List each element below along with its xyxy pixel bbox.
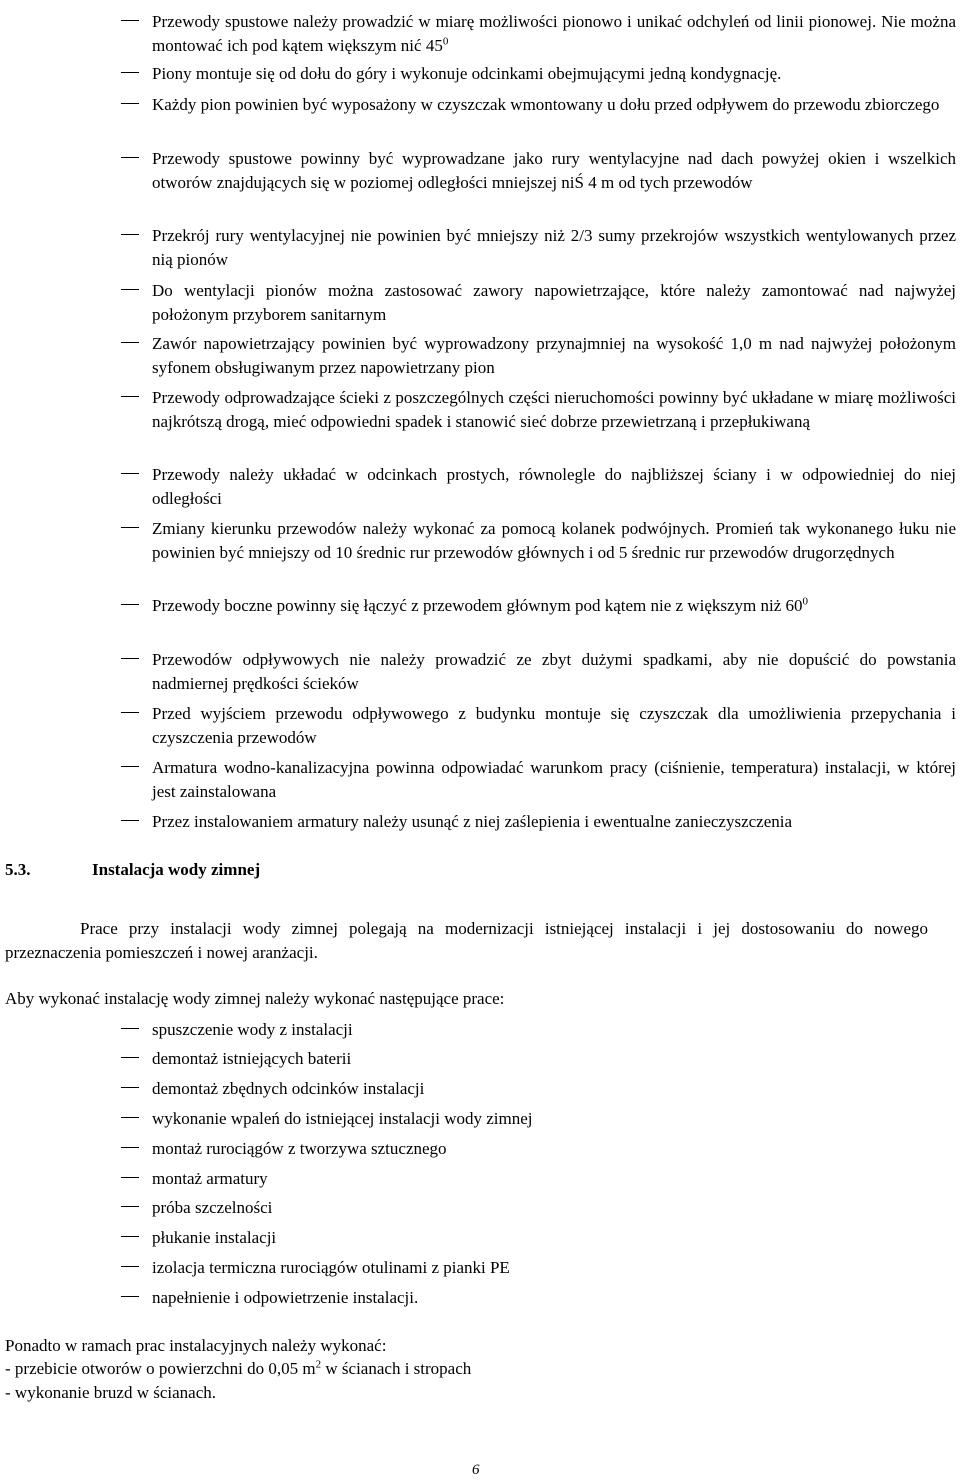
list-item: demontaż zbędnych odcinków instalacji	[152, 1077, 424, 1101]
list-item: montaż rurociągów z tworzywa sztucznego	[152, 1137, 447, 1161]
list-item: Armatura wodno-kanalizacyjna powinna odpowiadać warunkom pracy (ciśnienie, temperatura) instalacji, w której jest zainstalowana	[152, 756, 956, 803]
list-item: Przed wyjściem przewodu odpływowego z budynku montuje się czyszczak dla umożliwienia przepychania i czyszczenia przewodów	[152, 702, 956, 749]
list-item: Przewody spustowe należy prowadzić w miarę możliwości pionowo i unikać odchyleń od linii pionowej. Nie można montować ich pod kątem większym nić $45^0$	[152, 10, 956, 57]
list-item: Zawór napowietrzający powinien być wyprowadzony przynajmniej na wysokość 1,0 m nad najwyżej położonym syfonem obsługiwanym przez napowietrzany pion	[152, 332, 956, 379]
dash-bullet	[121, 396, 139, 397]
dash-bullet	[121, 658, 139, 659]
dash-bullet	[121, 289, 139, 290]
list-item: Przewody boczne powinny się łączyć z przewodem głównym pod kątem nie z większym niż $60^0$	[152, 594, 956, 618]
list-item: Przewody należy układać w odcinkach prostych, równolegle do najbliższej ściany i w odpowiedniej do niej odległości	[152, 463, 956, 510]
dash-bullet	[121, 1236, 139, 1237]
dash-bullet	[121, 820, 139, 821]
list-item: izolacja termiczna rurociągów otulinami z pianki PE	[152, 1256, 510, 1280]
dash-bullet	[121, 604, 139, 605]
dash-bullet	[121, 1057, 139, 1058]
dash-bullet	[121, 157, 139, 158]
list-item: Przekrój rury wentylacyjnej nie powinien być mniejszy niż 2/3 sumy przekrojów wszystkich wentylowanych przez nią pionów	[152, 224, 956, 271]
list-item: montaż armatury	[152, 1167, 268, 1191]
dash-bullet	[121, 527, 139, 528]
list-item: wykonanie wpaleń do istniejącej instalacji wody zimnej	[152, 1107, 533, 1131]
section-title: Instalacja wody zimnej	[92, 860, 261, 879]
dash-bullet	[121, 766, 139, 767]
section-number: 5.3.	[5, 860, 31, 879]
dash-bullet	[121, 1296, 139, 1297]
dash-bullet	[121, 473, 139, 474]
tasks-intro: Aby wykonać instalację wody zimnej należy wykonać następujące prace:	[5, 989, 505, 1008]
dash-bullet	[121, 342, 139, 343]
dash-bullet	[121, 20, 139, 21]
dash-bullet	[121, 1206, 139, 1207]
list-item: Przewody odprowadzające ścieki z poszczególnych części nieruchomości powinny być układane w miarę możliwości najkrótszą drogą, mieć odpowiedni spadek i stanowić sieć dobrze przewietrzaną i przepłukiwaną	[152, 386, 956, 433]
dash-bullet	[121, 712, 139, 713]
list-item: Przewody spustowe powinny być wyprowadzane jako rury wentylacyjne nad dach powyżej okien i wszelkich otworów znajdujących się w poziomej odległości mniejszej niŚ 4 m od tych przewodów	[152, 147, 956, 194]
list-item: Zmiany kierunku przewodów należy wykonać za pomocą kolanek podwójnych. Promień tak wykonanego łuku nie powinien być mniejszy od 10 średnic rur przewodów głównych i od 5 średnic rur przewodów drugorzędnych	[152, 517, 956, 564]
dash-bullet	[121, 1147, 139, 1148]
dash-bullet	[121, 1266, 139, 1267]
list-item: płukanie instalacji	[152, 1226, 276, 1250]
list-item: spuszczenie wody z instalacji	[152, 1018, 353, 1042]
dash-bullet	[121, 103, 139, 104]
list-item: Przez instalowaniem armatury należy usunąć z niej zaślepienia i ewentualne zanieczyszczenia	[152, 810, 956, 834]
list-item: Przewodów odpływowych nie należy prowadzić ze zbyt dużymi spadkami, aby nie dopuścić do powstania nadmiernej prędkości ścieków	[152, 648, 956, 695]
additional-item: - wykonanie bruzd w ścianach.	[5, 1383, 217, 1402]
page-number: 6	[472, 1462, 480, 1478]
list-item: Piony montuje się od dołu do góry i wykonuje odcinkami obejmującymi jedną kondygnację.	[152, 62, 956, 86]
list-item: napełnienie i odpowietrzenie instalacji.	[152, 1286, 418, 1310]
list-item: Każdy pion powinien być wyposażony w czyszczak wmontowany u dołu przed odpływem do przewodu zbiorczego	[152, 93, 956, 117]
dash-bullet	[121, 1177, 139, 1178]
intro-paragraph: Prace przy instalacji wody zimnej polegają na modernizacji istniejącej instalacji i jej dostosowaniu do nowego przeznaczenia pomieszczeń i nowej aranżacji.	[5, 919, 928, 962]
additional-item: - przebicie otworów o powierzchni do 0,05 $m^2$ w ścianach i stropach	[5, 1358, 472, 1378]
list-item: demontaż istniejących baterii	[152, 1047, 351, 1071]
list-item: próba szczelności	[152, 1196, 272, 1220]
dash-bullet	[121, 72, 139, 73]
dash-bullet	[121, 1117, 139, 1118]
dash-bullet	[121, 1087, 139, 1088]
dash-bullet	[121, 234, 139, 235]
list-item: Do wentylacji pionów można zastosować zawory napowietrzające, które należy zamontować nad najwyżej położonym przyborem sanitarnym	[152, 279, 956, 326]
dash-bullet	[121, 1028, 139, 1029]
additional-intro: Ponadto w ramach prac instalacyjnych należy wykonać:	[5, 1336, 387, 1355]
